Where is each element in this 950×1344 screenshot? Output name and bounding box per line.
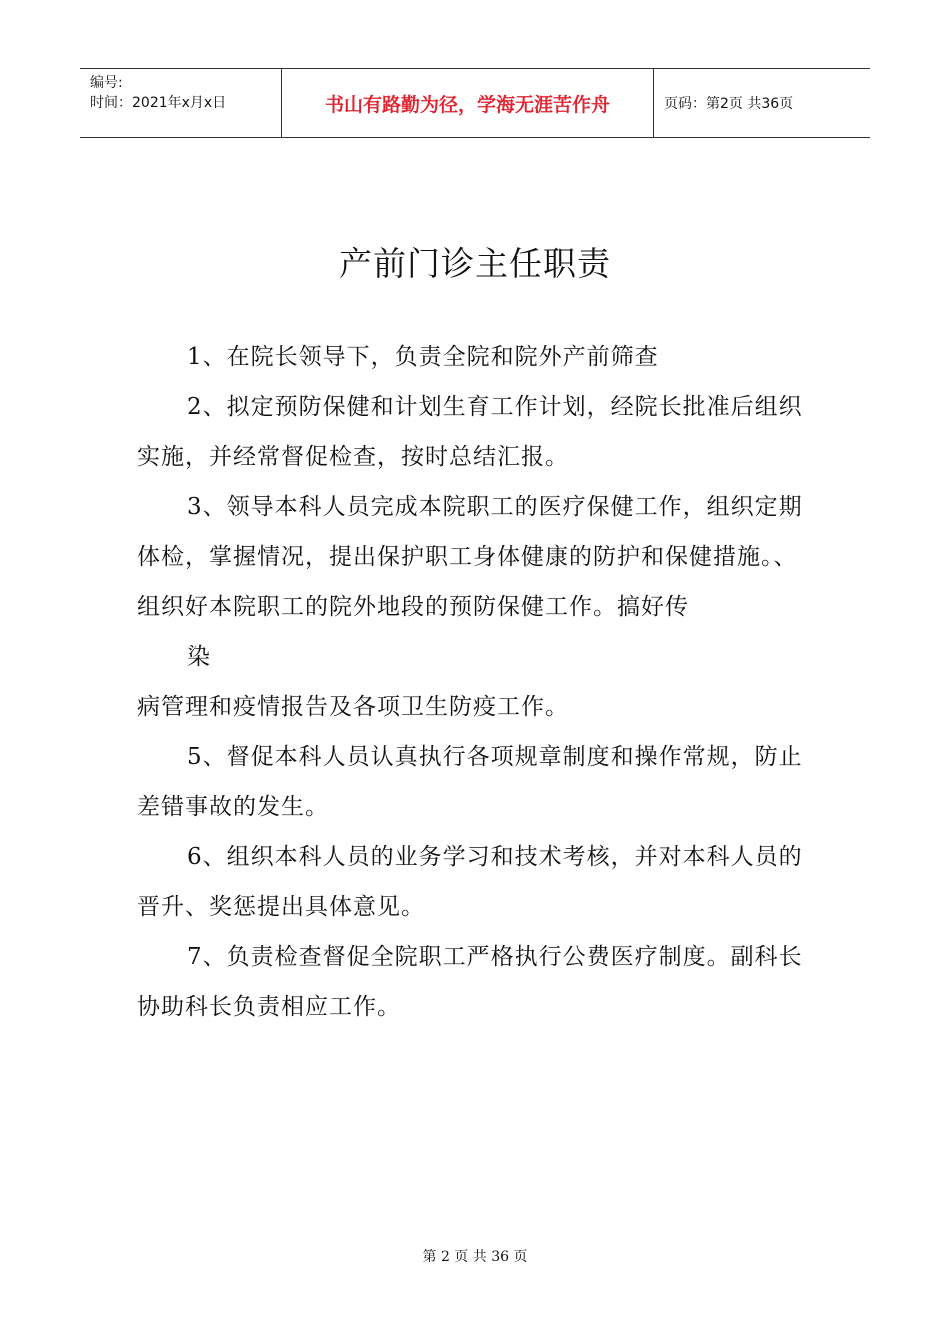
paragraph: 染: [187, 644, 211, 670]
header-meta: [80, 69, 282, 137]
paragraph: 3、领导本科人员完成本院职工的医疗保健工作，组织定期体检，掌握情况，提出保护职工身体健康的防护和保健措施。、组织好本院职工的院外地段的预防保健工作。搞好传: [137, 494, 803, 620]
page-footer: 第 2 页 共 36 页: [422, 1249, 528, 1265]
page-header: [80, 68, 870, 138]
document-body: [137, 332, 817, 1032]
paragraph: 6、组织本科人员的业务学习和技术考核，并对本科人员的晋升、奖惩提出具体意见。: [137, 844, 803, 920]
paragraph: 病管理和疫情报告及各项卫生防疫工作。: [137, 694, 569, 720]
date-label: 时间：2021年x月x日: [90, 95, 227, 111]
document-title: 产前门诊主任职责: [339, 244, 611, 283]
header-page-info: 页码：第2页 共36页: [664, 96, 794, 112]
number-label: 编号:: [90, 75, 123, 91]
paragraph: 2、拟定预防保健和计划生育工作计划，经院长批准后组织实施，并经常督促检查，按时总结汇报。: [137, 394, 803, 470]
paragraph: 5、督促本科人员认真执行各项规章制度和操作常规，防止差错事故的发生。: [137, 744, 803, 820]
header-motto: 书山有路勤为径，学海无涯苦作舟: [282, 69, 654, 137]
paragraph: 7、负责检查督促全院职工严格执行公费医疗制度。副科长协助科长负责相应工作。: [137, 944, 803, 1020]
paragraph: 1、在院长领导下，负责全院和院外产前筛查: [187, 344, 659, 370]
